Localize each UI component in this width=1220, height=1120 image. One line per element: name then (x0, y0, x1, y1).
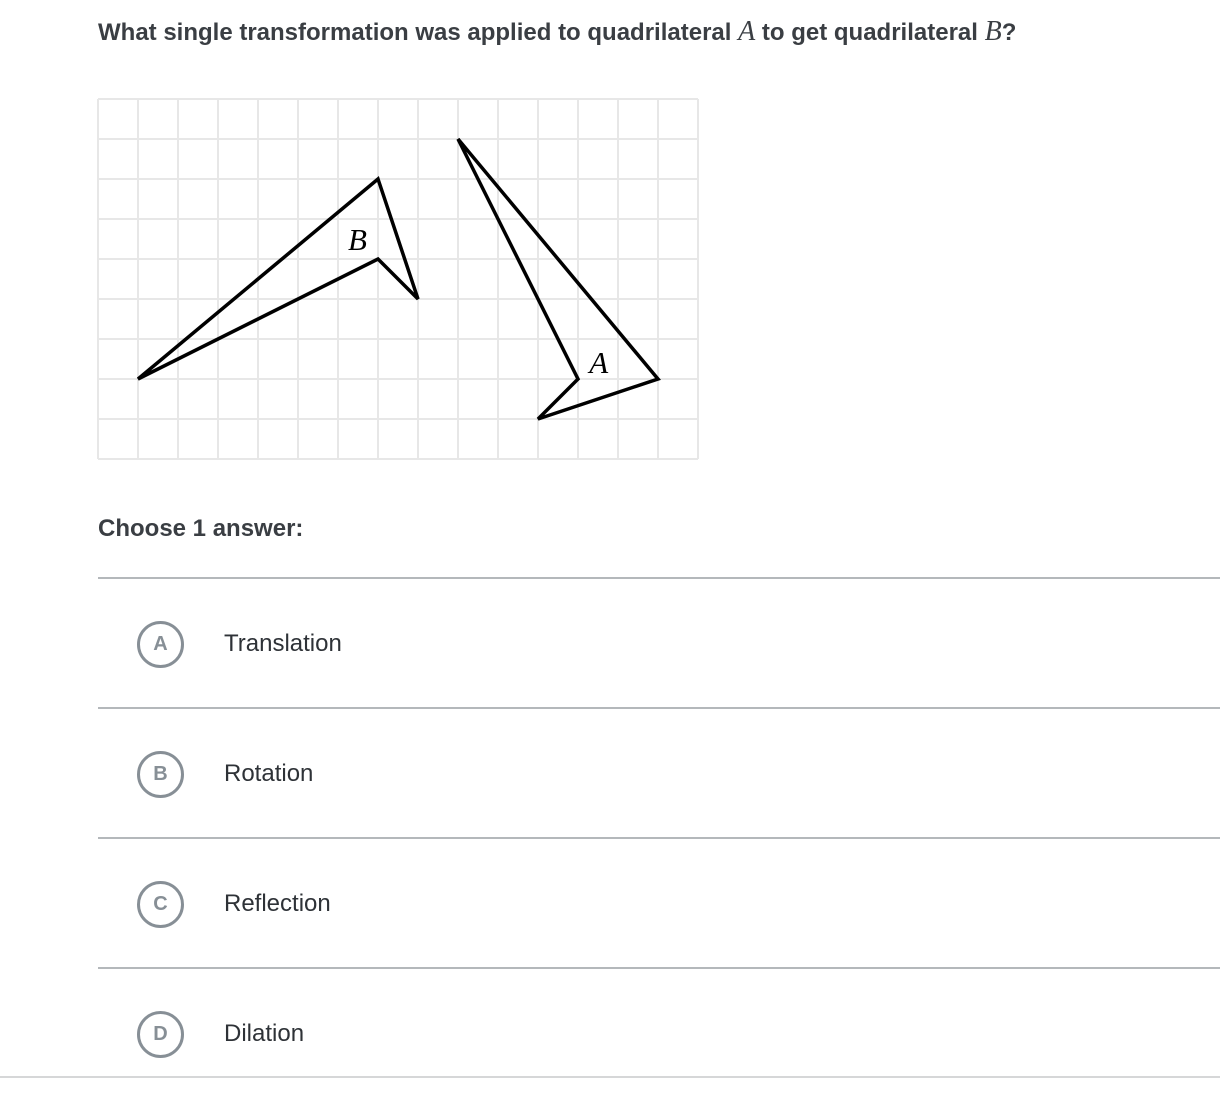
radio-circle-c[interactable] (137, 881, 184, 928)
transformation-figure (96, 97, 700, 466)
option-key: C (153, 892, 168, 915)
answer-option-dilation[interactable] (0, 967, 1220, 1101)
quadrilateral-a (458, 139, 658, 419)
shape-label-b: B (348, 222, 367, 258)
question-text-3: ? (1001, 19, 1017, 46)
math-variable-b: B (984, 16, 1002, 47)
option-key: A (153, 632, 168, 655)
option-label: Reflection (224, 890, 331, 917)
option-label: Dilation (224, 1020, 305, 1047)
answer-option-translation[interactable] (0, 577, 1220, 711)
option-key: B (153, 762, 168, 785)
radio-circle-b[interactable] (137, 751, 184, 798)
answer-option-rotation[interactable] (0, 707, 1220, 841)
shape-label-a: A (589, 345, 609, 380)
choose-answer-prompt: Choose 1 answer: (98, 515, 304, 542)
grid-figure-svg (96, 97, 700, 461)
question-text-1: What single transformation was applied to quadrilateral (98, 19, 739, 46)
math-variable-a: A (738, 16, 756, 47)
quadrilateral-b (138, 179, 418, 379)
radio-circle-a[interactable] (137, 621, 184, 668)
option-key: D (153, 1022, 168, 1045)
question-text-2: to get quadrilateral (755, 19, 985, 46)
option-label: Rotation (224, 760, 314, 787)
radio-circle-d[interactable] (137, 1011, 184, 1058)
option-label: Translation (224, 630, 342, 657)
question-title (98, 16, 1016, 48)
answer-option-reflection[interactable] (0, 837, 1220, 971)
